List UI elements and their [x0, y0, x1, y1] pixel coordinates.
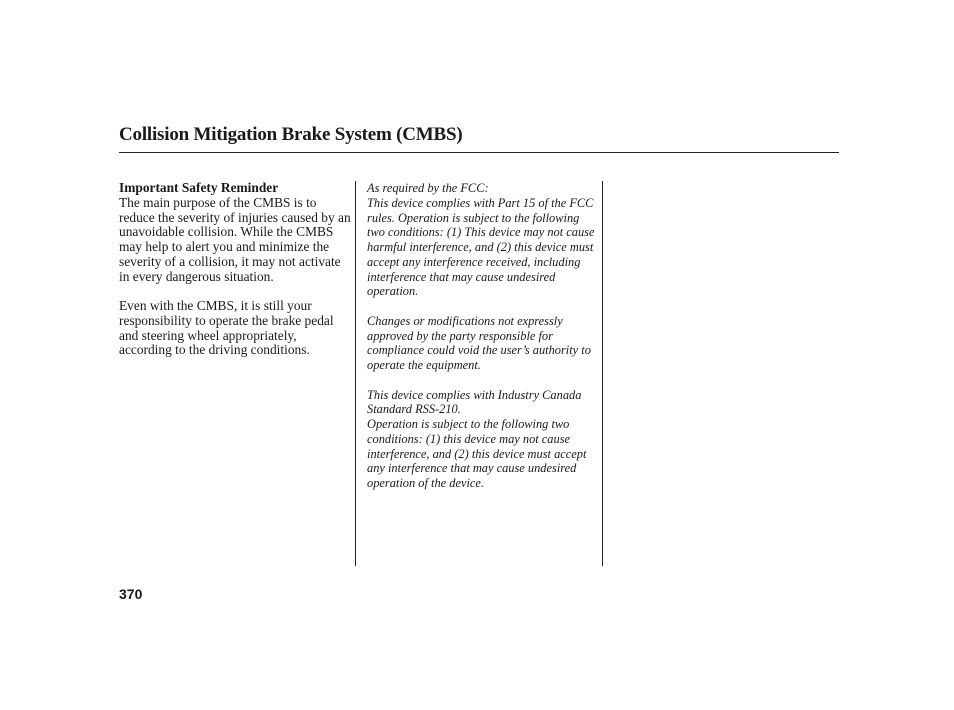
middle-column — [367, 181, 599, 491]
section-subheading: Important Safety Reminder — [119, 180, 279, 195]
industry-canada-heading: This device complies with Industry Canada Standard RSS-210. — [367, 387, 582, 417]
title-divider — [119, 152, 839, 153]
safety-paragraph-1: The main purpose of the CMBS is to reduce the severity of injuries caused by an unavoidable collision. While the CMBS may help to alert you and minimize the severity of a collision, it may not activate in every dangerous situation. — [119, 194, 351, 284]
page-title: Collision Mitigation Brake System (CMBS) — [119, 124, 463, 145]
industry-canada-text: Operation is subject to the following two conditions: (1) this device may not cause interference, and (2) this device must accept any interference that may cause undesired operation of the device. — [367, 417, 587, 490]
safety-paragraph-2: Even with the CMBS, it is still your responsibility to operate the brake pedal and steering wheel appropriately, according to the driving conditions. — [119, 298, 334, 358]
modifications-warning-text: Changes or modifications not expressly approved by the party responsible for compliance could void the user’s authority to operate the equipment. — [367, 313, 591, 372]
left-column — [119, 181, 351, 358]
column-divider-left — [355, 181, 356, 566]
page-number: 370 — [119, 586, 143, 602]
fcc-compliance-text: This device complies with Part 15 of the FCC rules. Operation is subject to the following two conditions: (1) This device may not cause harmful interference, and (2) this device must accept any interference received, including interference that may cause undesired operation. — [367, 195, 595, 299]
column-divider-right — [602, 181, 603, 566]
fcc-heading: As required by the FCC: — [367, 181, 489, 195]
